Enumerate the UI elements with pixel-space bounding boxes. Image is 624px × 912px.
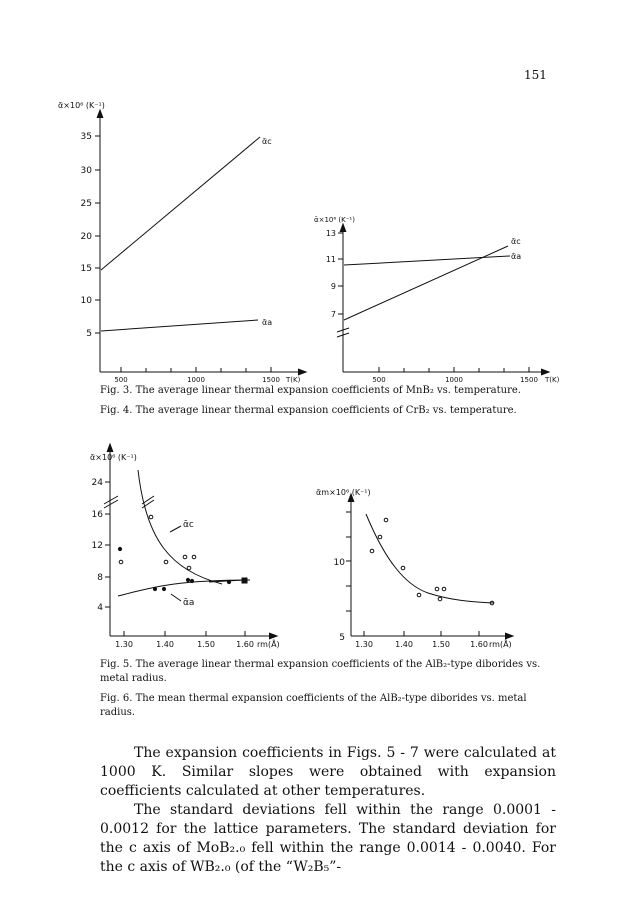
fig4-x-tick: 1000 <box>445 376 463 384</box>
fig5-y-tick: 4 <box>97 603 103 613</box>
fig4-x-unit: T(K) <box>545 376 560 384</box>
fig5-x-tick: 1.50 <box>197 640 215 649</box>
fig4-x-tick: 1500 <box>520 376 538 384</box>
fig4-x-tick-marks <box>379 367 529 372</box>
fig6-x-tick: 1.50 <box>432 640 450 649</box>
fig4-series-label-a: ᾱa <box>511 252 522 261</box>
fig5-x-tick: 1.30 <box>115 640 133 649</box>
fig5-y-label: ᾱ×10⁶ (K⁻¹) <box>90 453 137 462</box>
fig3-y-tick: 20 <box>80 232 92 242</box>
fig5-y-arrow <box>107 444 113 452</box>
fig3-x-tick: 1500 <box>262 376 280 384</box>
fig6-x-tick: 1.30 <box>355 640 373 649</box>
fig5-data-points-filled <box>118 547 247 590</box>
fig3-x-tick: 1000 <box>187 376 205 384</box>
fig5-series-label-a: ᾱa <box>183 598 195 608</box>
page-number: 151 <box>524 68 547 82</box>
fig5-y-tick: 12 <box>91 541 103 551</box>
fig3-x-arrow <box>298 369 306 375</box>
fig6-x-unit: rm(Å) <box>489 640 512 649</box>
fig4-y-tick: 13 <box>325 229 336 238</box>
fig5-y-tick: 24 <box>91 478 103 488</box>
fig3-line-a <box>101 320 258 331</box>
fig3-series-label-c: ᾱc <box>262 137 272 146</box>
fig3-y-tick: 25 <box>80 199 92 209</box>
fig5-y-tick: 16 <box>91 510 103 520</box>
fig3-y-tick: 35 <box>80 132 92 142</box>
fig6-caption: Fig. 6. The mean thermal expansion coefficients of the AlB₂-type diborides vs. metal radius. <box>100 693 527 718</box>
fig3-y-tick-marks <box>95 136 100 333</box>
fig6-y-label: ᾱm×10⁶ (K⁻¹) <box>316 488 371 497</box>
fig3-x-tick-marks <box>121 367 271 372</box>
fig4-y-tick: 11 <box>325 255 336 264</box>
fig3-x-unit: T(K) <box>286 376 301 384</box>
fig3-y-label: ᾱ×10⁶ (K⁻¹) <box>58 101 105 110</box>
fig4-y-tick-marks <box>338 233 343 314</box>
fig5-series-label-c: ᾱc <box>183 520 194 530</box>
fig5-x-unit: rm(Å) <box>257 640 280 649</box>
fig5-axis-break <box>104 496 154 508</box>
fig3-y-tick: 30 <box>80 166 92 176</box>
fig3-y-tick: 15 <box>80 264 92 274</box>
fig5-x-tick: 1.40 <box>156 640 174 649</box>
fig3-y-tick: 5 <box>86 329 92 339</box>
fig4-series-label-c: ᾱc <box>511 237 521 246</box>
fig6-data-points <box>370 518 494 605</box>
fig5-x-tick: 1.60 <box>236 640 254 649</box>
fig5-caption: Fig. 5. The average linear thermal expansion coefficients of the AlB₂-type diborides vs. metal radius. <box>100 659 541 684</box>
fig4-y-tick: 7 <box>330 310 336 319</box>
fig4-y-arrow <box>340 224 346 232</box>
body-paragraph-2: The standard deviations fell within the range 0.0001 - 0.0012 for the lattice parameters. The standard deviation for the c axis of MoB₂.₀ fell within the range 0.0014 - 0.0040. For the c axis of WB₂.₀ (of the “W₂B₅”- <box>100 802 556 875</box>
fig5-x-tick-marks <box>124 631 245 636</box>
fig3-y-arrow <box>97 110 103 118</box>
fig6-y-tick: 5 <box>339 633 345 643</box>
fig3-x-tick: 500 <box>114 376 128 384</box>
fig4-y-label: ᾱ×10⁶ (K⁻¹) <box>314 216 355 224</box>
fig4-x-arrow <box>541 369 549 375</box>
fig4-line-c <box>344 246 508 320</box>
body-text <box>100 744 556 877</box>
fig4-line-a <box>344 256 510 265</box>
fig6-x-tick: 1.40 <box>395 640 413 649</box>
fig5-leader-a <box>171 594 181 601</box>
fig5-x-arrow <box>269 633 277 639</box>
fig6-curve <box>366 514 494 603</box>
fig6-y-tick: 10 <box>333 558 345 568</box>
fig3-series-label-a: ᾱa <box>262 318 273 327</box>
fig5-leader-c <box>170 526 181 532</box>
body-paragraph-1: The expansion coefficients in Figs. 5 - 7 were calculated at 1000 K. Similar slopes were obtained with expansion coefficients calculated at other temperatures. <box>100 745 556 799</box>
fig4-y-tick: 9 <box>330 282 336 291</box>
fig6-x-tick-marks <box>364 631 479 636</box>
fig3-y-tick: 10 <box>80 296 92 306</box>
fig5-y-tick: 8 <box>97 573 103 583</box>
fig4-x-tick: 500 <box>372 376 386 384</box>
fig3-line-c <box>101 137 260 270</box>
fig3-caption: Fig. 3. The average linear thermal expansion coefficients of MnB₂ vs. temperature. <box>100 385 521 396</box>
fig6-x-arrow <box>505 633 513 639</box>
fig6-y-tick-marks <box>346 512 351 611</box>
fig4-caption: Fig. 4. The average linear thermal expansion coefficients of CrB₂ vs. temperature. <box>100 405 517 416</box>
fig6-x-tick: 1.60 <box>470 640 488 649</box>
